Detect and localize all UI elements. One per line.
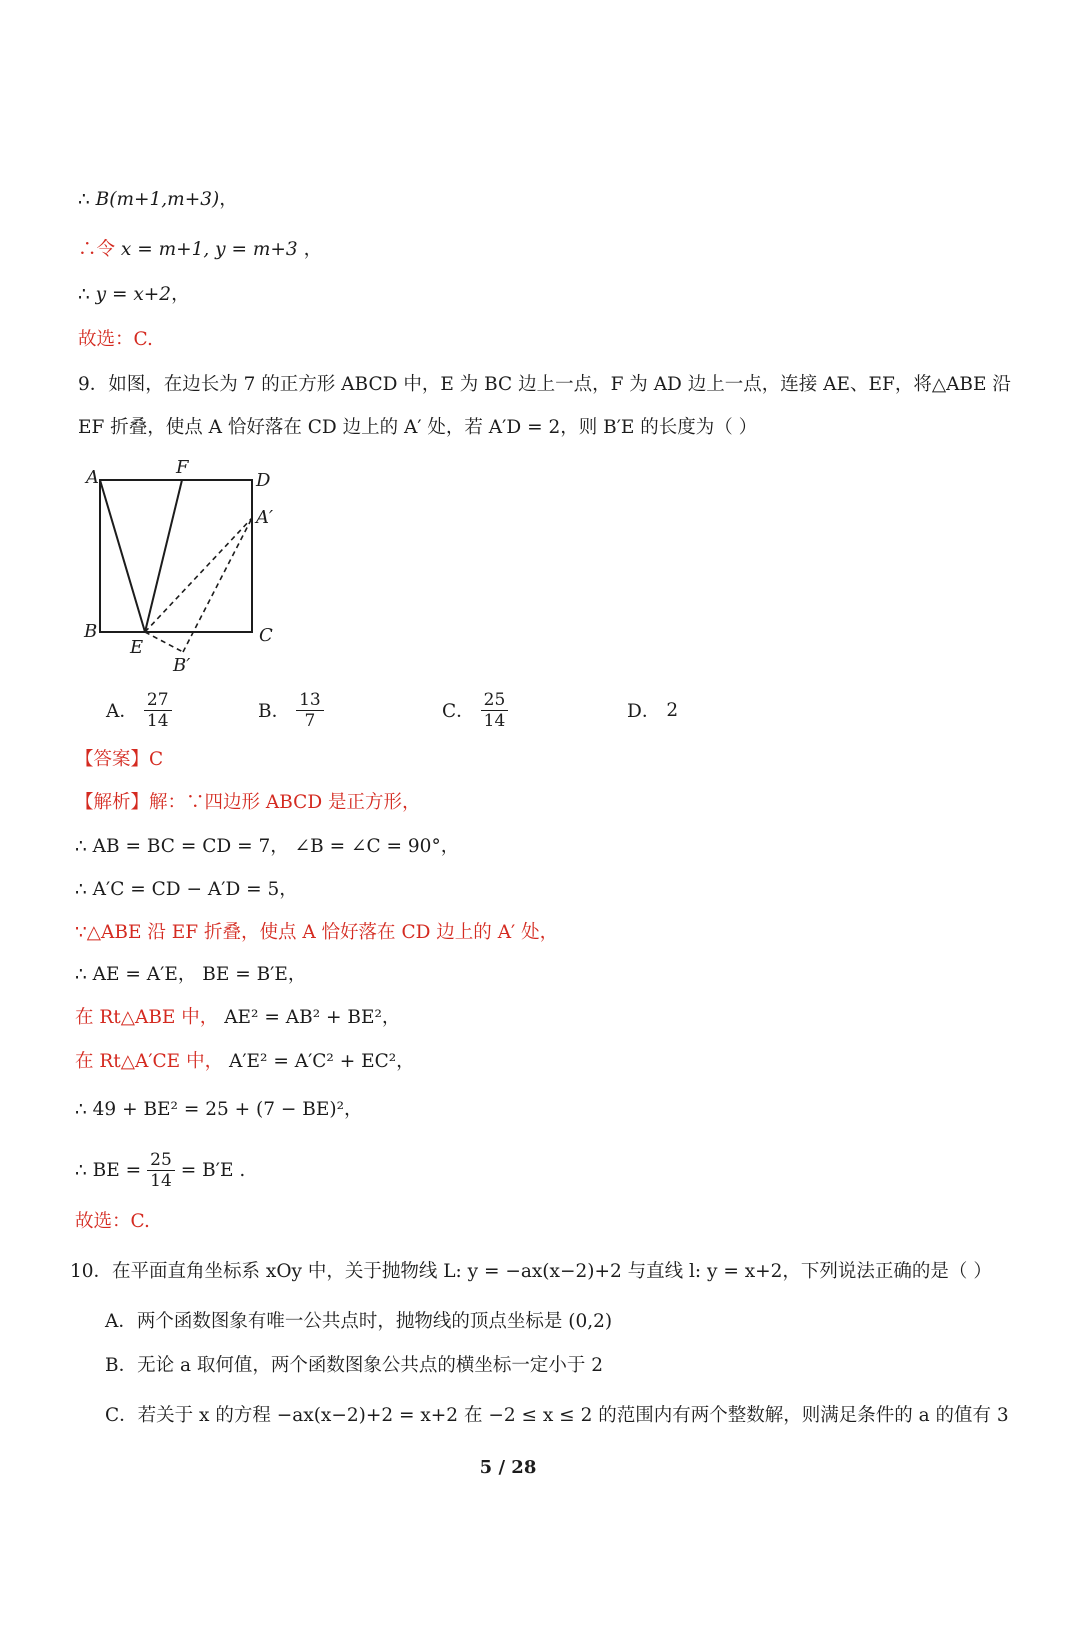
- fraction: [296, 690, 324, 731]
- analysis-step-3: ∴ A′C = CD − A′D = 5，: [75, 879, 298, 900]
- punctuation: ，: [219, 189, 238, 210]
- label-f: F: [176, 457, 189, 478]
- option-value: 2: [666, 699, 679, 721]
- q9-figure: [70, 455, 290, 680]
- therefore-symbol: ∴: [78, 189, 96, 210]
- numerator: 27: [144, 690, 172, 711]
- highlight-text: ∴令: [78, 239, 116, 260]
- segment-ae: [100, 480, 145, 632]
- analysis-step-7: [75, 1050, 415, 1074]
- analysis-choice: 故选：C.: [75, 1211, 150, 1232]
- highlight-text: 在 Rt△A′CE 中，: [75, 1051, 224, 1072]
- option-label: B．: [258, 701, 291, 722]
- denominator: 14: [146, 710, 169, 731]
- label-c: C: [259, 625, 273, 646]
- q9-stem-line-1: 9．如图，在边长为 7 的正方形 ABCD 中，E 为 BC 边上一点，F 为 AD 边上一点，连接 AE、EF，将△ABE 沿: [78, 374, 1011, 395]
- q9-answer: 【答案】C: [75, 749, 164, 770]
- prev-line-2: [78, 238, 322, 262]
- option-label: C．: [442, 701, 475, 722]
- denominator: 14: [483, 710, 506, 731]
- numerator: 13: [296, 690, 324, 711]
- q10-option-b: B．无论 a 取何值，两个函数图象公共点的横坐标一定小于 2: [105, 1355, 604, 1376]
- math-expression: B(m+1,m+3): [95, 189, 220, 210]
- analysis-step-4: ∵△ABE 沿 EF 折叠，使点 A 恰好落在 CD 边上的 A′ 处，: [75, 922, 559, 943]
- equation-rhs: = B′E .: [180, 1159, 246, 1181]
- q9-option-b: [258, 687, 330, 733]
- punctuation: ，: [297, 239, 323, 260]
- math-expression: y = x+2: [95, 284, 172, 305]
- highlight-text: 在 Rt△ABE 中，: [75, 1007, 219, 1028]
- prev-line-3: [78, 283, 190, 307]
- q9-option-d: [627, 687, 678, 733]
- analysis-step-5: ∴ AE = A′E， BE = B′E，: [75, 964, 307, 985]
- analysis-step-1: 【解析】解：∵四边形 ABCD 是正方形，: [75, 792, 421, 813]
- fraction: [481, 690, 509, 731]
- prev-line-1: [78, 188, 238, 212]
- analysis-step-9: [75, 1147, 245, 1193]
- punctuation: ，: [171, 284, 190, 305]
- equation: AE² = AB² + BE²，: [218, 1007, 401, 1028]
- analysis-step-8: ∴ 49 + BE² = 25 + (7 − BE)²，: [75, 1099, 363, 1120]
- label-b-prime: B′: [173, 655, 191, 676]
- q9-stem-line-2: EF 折叠，使点 A 恰好落在 CD 边上的 A′ 处，若 A′D = 2，则 B′E 的长度为（ ）: [78, 417, 758, 438]
- option-label: A．: [106, 701, 138, 722]
- denominator: 7: [304, 710, 316, 731]
- q9-option-c: [442, 687, 514, 733]
- equation: A′E² = A′C² + EC²，: [223, 1051, 415, 1072]
- fraction: [147, 1150, 175, 1191]
- numerator: 25: [147, 1150, 175, 1171]
- prev-choice: 故选：C.: [78, 329, 153, 350]
- fraction: [144, 690, 172, 731]
- segment-fe: [145, 480, 182, 632]
- segment-eb-prime: [145, 632, 183, 652]
- option-label: D．: [627, 701, 661, 722]
- analysis-step-6: [75, 1006, 400, 1030]
- segment-ea-prime: [145, 518, 252, 632]
- label-a-prime: A′: [256, 507, 274, 528]
- q10-stem: 10．在平面直角坐标系 xOy 中，关于抛物线 L: y = −ax(x−2)+2 与直线 l: y = x+2，下列说法正确的是（ ）: [70, 1261, 992, 1282]
- analysis-step-2: ∴ AB = BC = CD = 7， ∠B = ∠C = 90°，: [75, 836, 460, 857]
- page-number: 5 / 28: [479, 1457, 537, 1478]
- q10-option-c: C．若关于 x 的方程 −ax(x−2)+2 = x+2 在 −2 ≤ x ≤ 2 的范围内有两个整数解，则满足条件的 a 的值有 3: [105, 1405, 1009, 1426]
- numerator: 25: [481, 690, 509, 711]
- q9-option-a: [106, 687, 178, 733]
- label-e: E: [130, 637, 144, 658]
- label-a: A: [86, 467, 99, 488]
- denominator: 14: [150, 1170, 172, 1191]
- equation-lhs: ∴ BE =: [75, 1159, 142, 1181]
- label-d: D: [256, 470, 271, 491]
- math-expression: x = m+1, y = m+3: [115, 239, 298, 260]
- q10-option-a: A．两个函数图象有唯一公共点时，抛物线的顶点坐标是 (0,2): [105, 1311, 613, 1332]
- label-b: B: [84, 621, 98, 642]
- therefore-symbol: ∴: [78, 284, 96, 305]
